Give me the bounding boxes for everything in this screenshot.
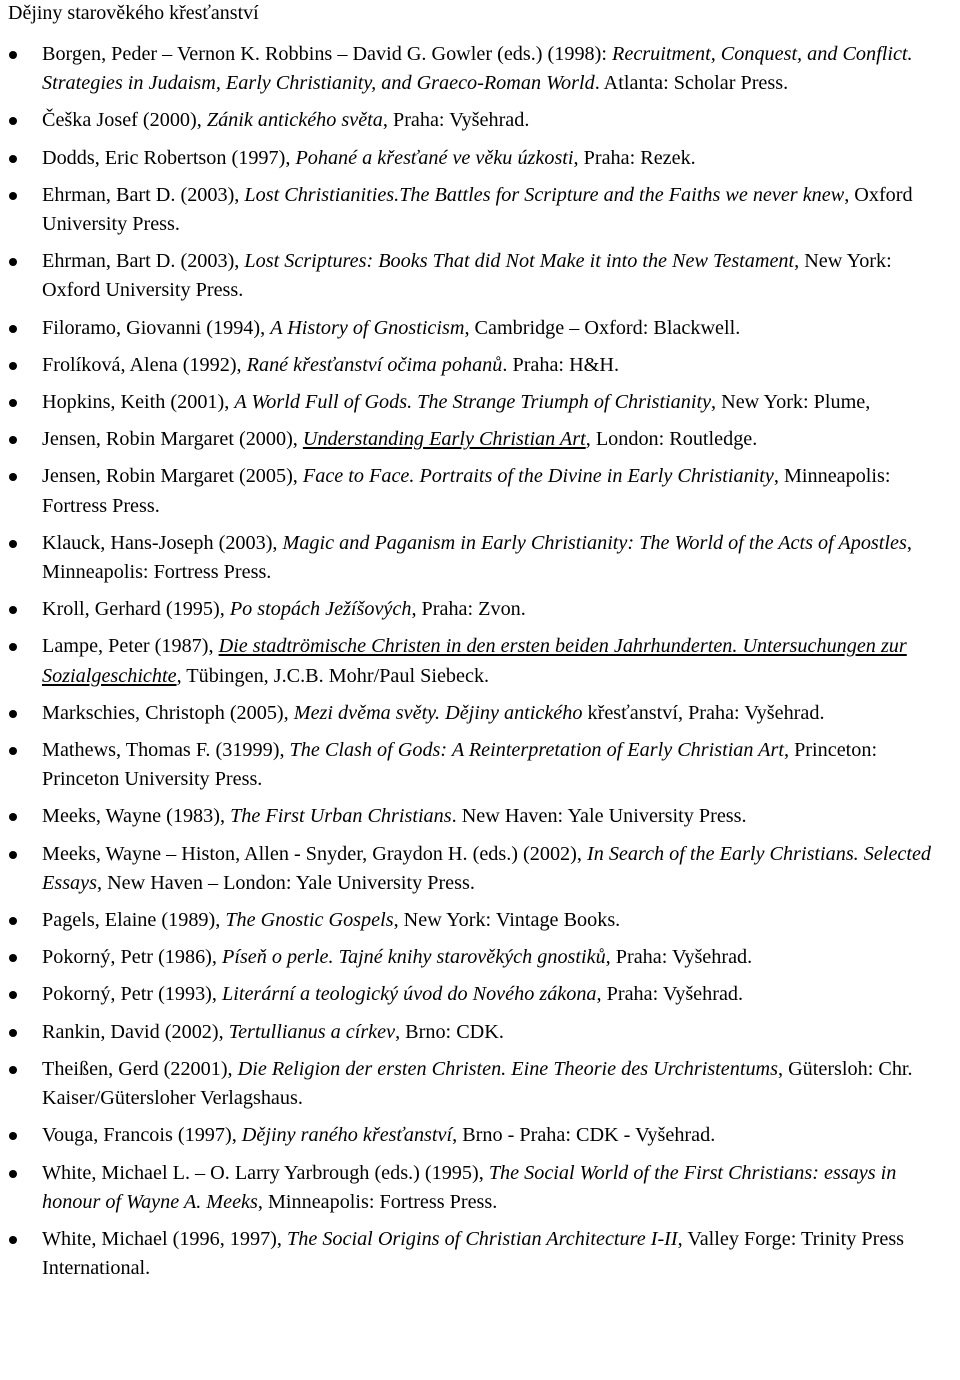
bibliography-item xyxy=(8,106,954,135)
bibliography-item xyxy=(8,943,954,972)
bibliography-item xyxy=(8,595,954,624)
citation-text: , Brno - Praha: CDK - Vyšehrad. xyxy=(452,1124,716,1147)
work-title: Mezi dvěma světy. Dějiny antického xyxy=(293,701,588,724)
citation-text: , Valley Forge: Trinity Press International. xyxy=(42,1227,905,1280)
bibliography-item xyxy=(8,529,954,587)
citation-text: Borgen, Peder – Vernon K. Robbins – David G. Gowler (eds.) (1998): xyxy=(42,43,613,65)
work-title: A History of Gnosticism xyxy=(270,316,465,339)
bullet-icon xyxy=(9,117,17,125)
citation-text: , New York: Plume, xyxy=(711,391,871,414)
citation-text: Ehrman, Bart D. (2003), xyxy=(42,250,245,273)
bibliography-list xyxy=(8,40,954,1283)
work-title: Die stadtrömische Christen in den ersten beiden Jahrhunderten. Untersuchungen zur Sozialgeschichte xyxy=(42,635,907,687)
bibliography-item xyxy=(8,181,954,239)
bullet-icon xyxy=(9,917,17,925)
bullet-icon xyxy=(9,747,17,755)
bibliography-item xyxy=(8,1159,954,1217)
bibliography-item xyxy=(8,699,954,728)
citation-text: Kroll, Gerhard (1995), xyxy=(42,598,230,621)
page-title: Dějiny starověkého křesťanství xyxy=(8,2,259,24)
citation-text: , New Haven – London: Yale University Press. xyxy=(96,871,475,894)
citation-text: Klauck, Hans-Joseph (2003), xyxy=(42,531,283,554)
citation-text: Meeks, Wayne (1983), xyxy=(42,805,231,828)
bibliography-item xyxy=(8,388,954,417)
work-title: Understanding Early Christian Art xyxy=(302,428,586,451)
work-title: Píseň o perle. Tajné knihy starověkých gnostiků xyxy=(222,946,606,969)
citation-text: , Praha: Vyšehrad. xyxy=(605,946,753,969)
citation-text: , London: Routledge. xyxy=(585,428,758,451)
bibliography-item xyxy=(8,906,954,935)
citation-text: Frolíková, Alena (1992), xyxy=(42,353,247,376)
bibliography-item xyxy=(8,247,954,305)
citation-text: . Praha: H&H. xyxy=(502,353,619,376)
citation-text: Filoramo, Giovanni (1994), xyxy=(42,316,271,339)
bullet-icon xyxy=(9,436,17,444)
citation-text: . New Haven: Yale University Press. xyxy=(451,805,747,828)
citation-text: White, Michael L. – O. Larry Yarbrough (eds.) (1995), xyxy=(42,1161,489,1184)
citation-text: , Praha: Rezek. xyxy=(573,146,696,169)
citation-text: Theißen, Gerd (22001), xyxy=(42,1057,238,1080)
work-title: A World Full of Gods. The Strange Triumph of Christianity xyxy=(234,391,712,414)
bullet-icon xyxy=(9,991,17,999)
work-title: Lost Scriptures: Books That did Not Make it into the New Testament xyxy=(244,250,795,273)
work-title: Literární a teologický úvod do Nového zákona xyxy=(222,983,597,1006)
bibliography-item xyxy=(8,632,954,690)
citation-text: , Praha: Vyšehrad. xyxy=(596,983,744,1006)
bullet-icon xyxy=(9,258,17,266)
citation-text: , Oxford University Press. xyxy=(42,183,913,236)
citation-text: Mathews, Thomas F. (31999), xyxy=(42,739,290,762)
citation-text: Ehrman, Bart D. (2003), xyxy=(42,183,245,206)
work-title: Die Religion der ersten Christen. Eine Theorie des Urchristentums xyxy=(237,1057,778,1080)
bullet-icon xyxy=(9,643,17,651)
bullet-icon xyxy=(9,851,17,859)
citation-text: , Princeton: Princeton University Press. xyxy=(42,739,878,791)
citation-text: White, Michael (1996, 1997), xyxy=(42,1227,287,1250)
work-title: Face to Face. Portraits of the Divine in Early Christianity xyxy=(302,465,774,488)
work-title: Rané křesťanství očima pohanů xyxy=(246,353,503,376)
bullet-icon xyxy=(9,1236,17,1244)
citation-text: , Gütersloh: Chr. Kaiser/Gütersloher Verlagshaus. xyxy=(42,1057,913,1110)
citation-text: , New York: Oxford University Press. xyxy=(42,250,892,302)
bullet-icon xyxy=(9,954,17,962)
bullet-icon xyxy=(9,51,17,59)
bibliography-item xyxy=(8,1121,954,1150)
citation-text: Markschies, Christoph (2005), xyxy=(42,701,294,724)
work-title: Tertullianus a církev xyxy=(228,1020,396,1043)
work-title: Zánik antického světa xyxy=(206,109,383,132)
bullet-icon xyxy=(9,606,17,614)
work-title: The Social World of the First Christians: essays in honour of Wayne A. Meeks xyxy=(42,1161,897,1213)
citation-text: Jensen, Robin Margaret (2000), xyxy=(42,428,303,451)
bibliography-item xyxy=(8,840,954,898)
citation-text: Hopkins, Keith (2001), xyxy=(42,391,235,414)
citation-text: Pokorný, Petr (1993), xyxy=(42,983,222,1006)
citation-text: Meeks, Wayne – Histon, Allen - Snyder, Graydon H. (eds.) (2002), xyxy=(42,842,587,865)
work-title: In Search of the Early Christians. Selected Essays xyxy=(42,842,932,894)
work-title: Po stopách Ježíšových xyxy=(229,598,412,621)
bullet-icon xyxy=(9,473,17,481)
citation-text: , Cambridge – Oxford: Blackwell. xyxy=(464,316,741,339)
citation-text: , Praha: Vyšehrad. xyxy=(677,701,825,724)
work-title: The Gnostic Gospels xyxy=(225,909,394,932)
bibliography-item xyxy=(8,462,954,520)
citation-text: , Tübingen, J.C.B. Mohr/Paul Siebeck. xyxy=(176,664,490,687)
bullet-icon xyxy=(9,362,17,370)
citation-text: Pagels, Elaine (1989), xyxy=(42,909,226,932)
bullet-icon xyxy=(9,192,17,200)
citation-text: Pokorný, Petr (1986), xyxy=(42,946,222,969)
work-title: The Social Origins of Christian Architecture I-II xyxy=(287,1227,678,1250)
work-title: Lost Christianities.The Battles for Scripture and the Faiths we never knew xyxy=(244,183,845,206)
bullet-icon xyxy=(9,710,17,718)
bullet-icon xyxy=(9,813,17,821)
work-title: Magic and Paganism in Early Christianity: The World of the Acts of Apostles xyxy=(282,531,907,554)
bibliography-item xyxy=(8,1018,954,1047)
work-title: Recruitment, Conquest, and Conflict. Strategies in Judaism, Early Christianity, and Graeco-Roman World xyxy=(42,43,913,95)
bibliography-item xyxy=(8,40,954,98)
bibliography-item xyxy=(8,425,954,454)
bibliography-item xyxy=(8,980,954,1009)
citation-text: Vouga, Francois (1997), xyxy=(42,1124,242,1147)
citation-text: Češka Josef (2000), xyxy=(42,109,207,132)
document-page xyxy=(0,1,960,1380)
bullet-icon xyxy=(9,1170,17,1178)
citation-text: , Minneapolis: Fortress Press. xyxy=(257,1190,498,1213)
bullet-icon xyxy=(9,399,17,407)
citation-text: Lampe, Peter (1987), xyxy=(42,635,219,658)
bullet-icon xyxy=(9,1066,17,1074)
citation-text: Dodds, Eric Robertson (1997), xyxy=(42,146,296,169)
citation-text: , Minneapolis: Fortress Press. xyxy=(42,531,912,584)
citation-text: křesťanství xyxy=(587,701,678,724)
bibliography-item xyxy=(8,351,954,380)
citation-text: , Minneapolis: Fortress Press. xyxy=(42,465,891,517)
work-title: The Clash of Gods: A Reinterpretation of Early Christian Art xyxy=(289,739,784,762)
citation-text: , Brno: CDK. xyxy=(395,1020,504,1043)
citation-text: . Atlanta: Scholar Press. xyxy=(594,72,789,95)
citation-text: , New York: Vintage Books. xyxy=(393,909,621,932)
bibliography-item xyxy=(8,1055,954,1113)
bullet-icon xyxy=(9,540,17,548)
work-title: Dějiny raného křesťanství xyxy=(241,1124,453,1147)
citation-text: Jensen, Robin Margaret (2005), xyxy=(42,465,303,488)
bullet-icon xyxy=(9,325,17,333)
bibliography-item xyxy=(8,1225,954,1283)
bullet-icon xyxy=(9,1132,17,1140)
bullet-icon xyxy=(9,155,17,163)
work-title: The First Urban Christians xyxy=(230,805,452,828)
citation-text: , Praha: Vyšehrad. xyxy=(382,109,530,132)
bibliography-item xyxy=(8,736,954,794)
citation-text: Rankin, David (2002), xyxy=(42,1020,229,1043)
bibliography-item xyxy=(8,144,954,173)
work-title: Pohané a křesťané ve věku úzkosti xyxy=(295,146,574,169)
bibliography-item xyxy=(8,802,954,831)
citation-text: , Praha: Zvon. xyxy=(411,598,526,621)
bibliography-item xyxy=(8,314,954,343)
bullet-icon xyxy=(9,1029,17,1037)
